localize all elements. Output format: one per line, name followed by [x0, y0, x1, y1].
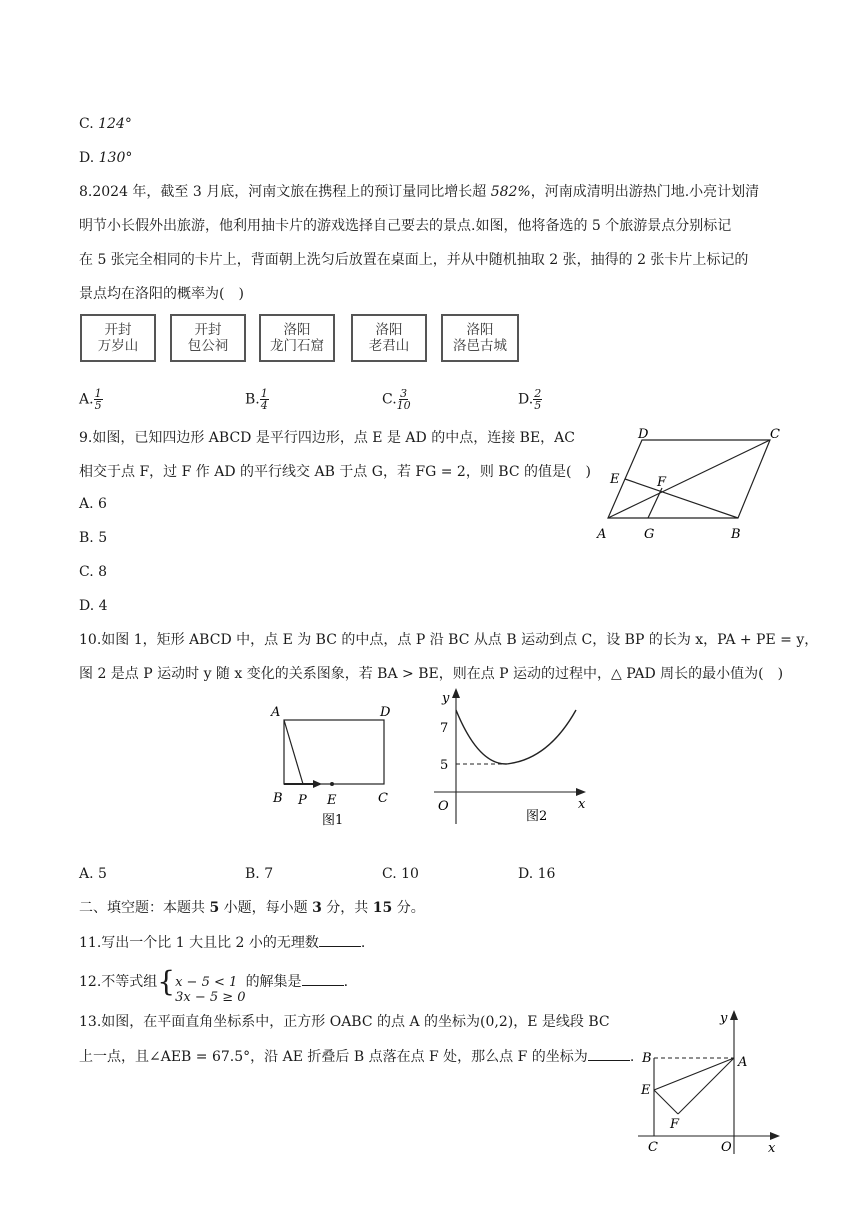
- q9-line1: 9.如图，已知四边形 ABCD 是平行四边形，点 E 是 AD 的中点，连接 BE，AC: [79, 430, 575, 446]
- label-D: D: [638, 427, 649, 442]
- q10-line2: 图 2 是点 P 运动时 y 随 x 变化的关系图象，若 BA > BE，则在点 P 运动的过程中，△ PAD 周长的最小值为( ): [79, 666, 784, 682]
- q13-line1: 13.如图，在平面直角坐标系中，正方形 OABC 的点 A 的坐标为(0,2)，E 是线段 BC: [79, 1014, 610, 1030]
- label-F: F: [657, 475, 667, 490]
- label-D: D: [380, 705, 391, 720]
- parallelogram-figure: [590, 424, 790, 546]
- tick-7: 7: [440, 721, 449, 736]
- coordinate-square-figure: [634, 1006, 784, 1156]
- label-F: F: [670, 1117, 680, 1132]
- option-d-130: D. 130°: [79, 150, 133, 166]
- label-G: G: [644, 527, 655, 542]
- label-O: O: [721, 1140, 732, 1155]
- q8-option-d: D. $\frac{2}{5}$: [518, 387, 542, 412]
- label-C: C: [378, 791, 388, 806]
- q9-option-a: A. 6: [79, 496, 107, 512]
- q8-line2: 明节小长假外出旅游，他利用抽卡片的游戏选择自己要去的景点.如图，他将备选的 5 个旅游景点分别标记: [79, 218, 732, 234]
- card-city: 开封: [104, 322, 132, 338]
- card-site: 包公祠: [187, 338, 229, 354]
- label-E: E: [641, 1083, 651, 1098]
- card-city: 洛阳: [283, 322, 311, 338]
- q9-option-b: B. 5: [79, 530, 108, 546]
- label-A: A: [597, 527, 607, 542]
- card-longmen: [259, 314, 335, 362]
- section-2-heading: 二、填空题：本题共 5 小题，每小题 3 分，共 15 分。: [79, 900, 425, 916]
- label-C: C: [648, 1140, 658, 1155]
- origin-label: O: [438, 799, 449, 814]
- card-baogongci: [170, 314, 246, 362]
- q10-line1: 10.如图 1，矩形 ABCD 中，点 E 为 BC 的中点，点 P 沿 BC 从点 B 运动到点 C，设 BP 的长为 x，PA + PE = y，: [79, 632, 819, 648]
- graph-figure-2: [428, 686, 593, 830]
- card-city: 开封: [194, 322, 222, 338]
- q9-option-c: C. 8: [79, 564, 108, 580]
- q8-line4: 景点均在洛阳的概率为( ): [79, 286, 244, 302]
- card-site: 龙门石窟: [270, 338, 324, 354]
- q8-option-a: A. $\frac{1}{5}$: [79, 387, 102, 412]
- axis-x-label: x: [768, 1141, 776, 1156]
- q11: 11.写出一个比 1 大且比 2 小的无理数 .: [79, 932, 365, 953]
- q8-line1: 8.2024 年，截至 3 月底，河南文旅在携程上的预订量同比增长超 582%，河南成清明出游热门地.小亮计划清: [79, 184, 760, 200]
- q10-option-d: D. 16: [518, 866, 556, 882]
- label-A: A: [738, 1055, 748, 1070]
- label-A: A: [271, 705, 281, 720]
- label-P: P: [298, 793, 307, 808]
- option-c-124: C. 124°: [79, 116, 132, 132]
- q10-option-b: B. 7: [245, 866, 274, 882]
- q8-option-c: C. $\frac{3}{10}$: [382, 387, 411, 412]
- tick-5: 5: [440, 758, 449, 773]
- card-site: 老君山: [368, 338, 410, 354]
- label-E: E: [327, 793, 337, 808]
- caption-fig2: 图2: [526, 809, 548, 824]
- q8-line3: 在 5 张完全相同的卡片上，背面朝上洗匀后放置在桌面上，并从中随机抽取 2 张，抽得的 2 张卡片上标记的: [79, 252, 749, 268]
- answer-blank[interactable]: [588, 1046, 630, 1061]
- q10-option-c: C. 10: [382, 866, 419, 882]
- label-B: B: [273, 791, 283, 806]
- axis-y-label: y: [442, 691, 450, 706]
- q10-option-a: A. 5: [79, 866, 107, 882]
- rectangle-figure-1: [268, 700, 398, 832]
- label-C: C: [770, 427, 780, 442]
- q8-option-b: B. $\frac{1}{4}$: [245, 387, 268, 412]
- answer-blank[interactable]: [302, 971, 344, 986]
- q9-option-d: D. 4: [79, 598, 108, 614]
- card-city: 洛阳: [375, 322, 403, 338]
- caption-fig1: 图1: [322, 813, 344, 828]
- q9-line2: 相交于点 F，过 F 作 AD 的平行线交 AB 于点 G，若 FG = 2，则 BC 的值是( ): [79, 464, 591, 480]
- label-B: B: [642, 1051, 652, 1066]
- q12: 12.不等式组{ x − 5 < 1 3x − 5 ≥ 0 的解集是 .: [79, 965, 349, 1005]
- axis-y-label: y: [720, 1011, 728, 1026]
- card-wansuishan: [80, 314, 156, 362]
- card-site: 洛邑古城: [453, 338, 507, 354]
- card-laojunshan: [351, 314, 427, 362]
- card-luoyigucheng: [441, 314, 519, 362]
- q13-line2: 上一点，且∠AEB = 67.5°，沿 AE 折叠后 B 点落在点 F 处，那么点 F 的坐标为 .: [79, 1046, 634, 1067]
- label-B: B: [731, 527, 741, 542]
- axis-x-label: x: [578, 797, 586, 812]
- card-city: 洛阳: [466, 322, 494, 338]
- answer-blank[interactable]: [319, 932, 361, 947]
- label-E: E: [610, 472, 620, 487]
- card-site: 万岁山: [97, 338, 139, 354]
